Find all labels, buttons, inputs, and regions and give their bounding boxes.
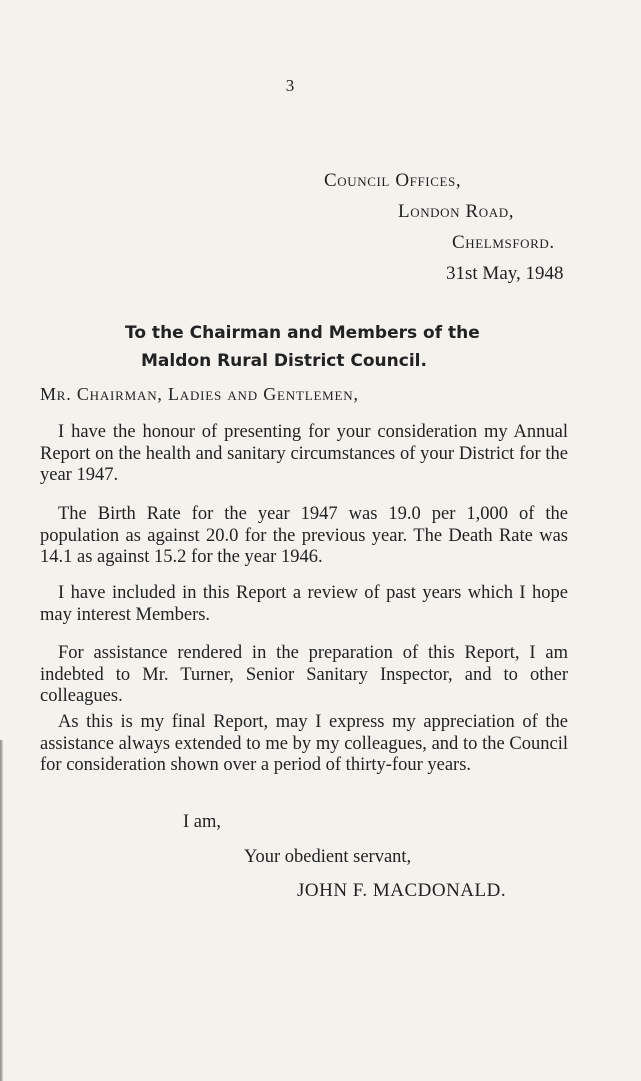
- address-line-2: London Road,: [398, 201, 515, 222]
- paragraph-5-text: As this is my final Report, may I express my appreciation of the assistance always extended to me by my colleagues, and to the Council for consideration shown over a period of thirty-four years.: [40, 712, 568, 775]
- paragraph-4: [40, 643, 568, 708]
- address-line-1: Council Offices,: [324, 170, 462, 191]
- paragraph-1: [40, 422, 568, 487]
- signature-name: JOHN F. MACDONALD.: [297, 880, 507, 901]
- heading-line-1: To the Chairman and Members of the: [125, 323, 480, 343]
- paragraph-2: [40, 504, 568, 569]
- closing-line-2: Your obedient servant,: [244, 847, 412, 867]
- paragraph-4-text: For assistance rendered in the preparation of this Report, I am indebted to Mr. Turner, Senior Sanitary Inspector, and to other colleagues.: [40, 643, 568, 706]
- paragraph-1-text: I have the honour of presenting for your consideration my Annual Report on the health and sanitary circumstances of your District for the year 1947.: [40, 422, 568, 485]
- address-line-3: Chelmsford.: [452, 232, 555, 253]
- closing-line-1: I am,: [183, 812, 222, 832]
- page-edge-shadow: [0, 740, 3, 1081]
- paragraph-3-text: I have included in this Report a review of past years which I hope may interest Members.: [40, 583, 568, 625]
- paragraph-2-text: The Birth Rate for the year 1947 was 19.0 per 1,000 of the population as against 20.0 for the previous year. The Death Rate was 14.1 as against 15.2 for the year 1946.: [40, 504, 568, 567]
- page-number: 3: [285, 76, 295, 95]
- paragraph-3: [40, 583, 568, 626]
- heading-line-2: Maldon Rural District Council.: [141, 351, 427, 371]
- paragraph-5: [40, 712, 568, 777]
- salutation: Mr. Chairman, Ladies and Gentlemen,: [40, 384, 359, 404]
- letter-date: 31st May, 1948: [446, 263, 564, 284]
